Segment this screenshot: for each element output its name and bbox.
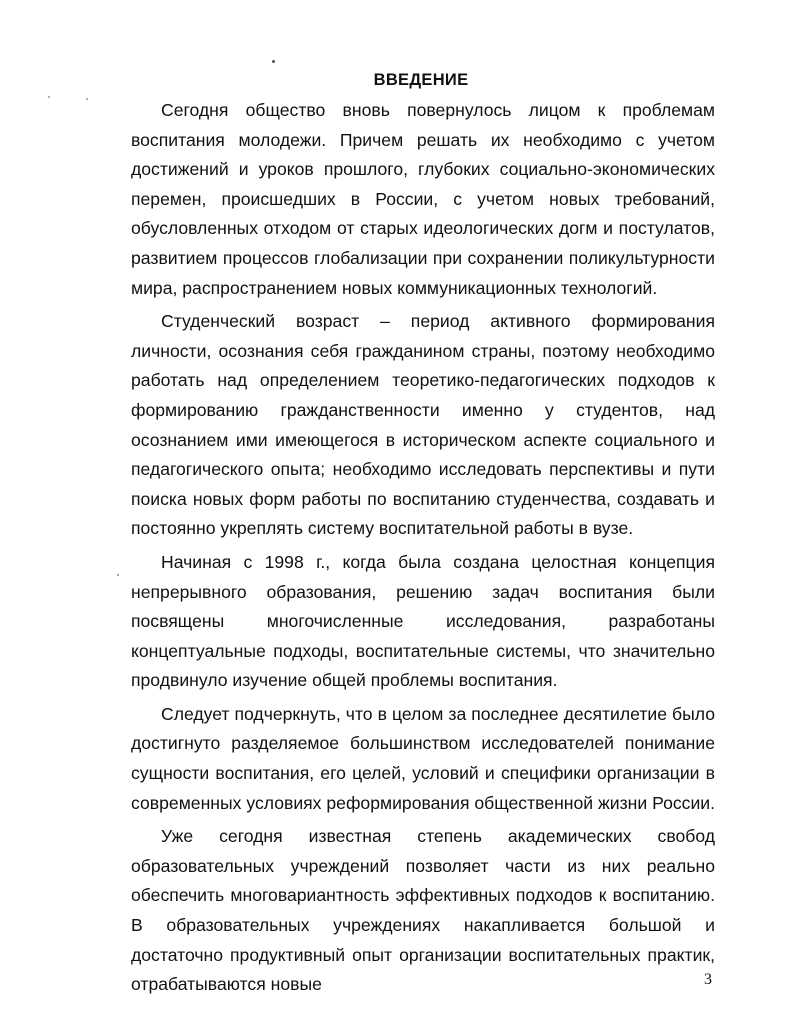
paragraph-5: Уже сегодня известная степень академических свобод образовательных учреждений позволяет части из них реально обеспечить многовариантность эффективных подходов к воспитанию. В образовательных учреждениях накапливается большой и достаточно продуктивный опыт организации воспитательных практик, отрабатываются новые (131, 826, 715, 995)
paragraph-3: Начиная с 1998 г., когда была создана целостная концепция непрерывного образования, решению задач воспитания были посвящены многочисленные исследования, разработаны концептуальные подходы, воспитательные системы, что значительно продвинуло изучение общей проблемы воспитания. (131, 551, 715, 691)
page-number: 3 (704, 971, 712, 988)
paragraph-4: Следует подчеркнуть, что в целом за последнее десятилетие было достигнуто разделяемое большинством исследователей понимание сущности воспитания, его целей, условий и специфики организации в современных условиях реформирования общественной жизни России. (131, 703, 715, 813)
scan-speck (86, 98, 88, 100)
paragraph-2: Студенческий возраст – период активного формирования личности, осознания себя гражданином страны, поэтому необходимо работать над определением теоретико-педагогических подходов к формированию гражданственности именно у студентов, над осознанием ими имеющегося в историческом аспекте социального и педагогического опыта; необходимо исследовать перспективы и пути поиска новых форм работы по воспитанию студенчества, создавать и постоянно укреплять систему воспитательной работы в вузе. (131, 311, 715, 539)
scan-speck (48, 96, 50, 98)
page-title: ВВЕДЕНИЕ (373, 71, 469, 89)
scan-speck (272, 60, 275, 63)
body-text (131, 96, 715, 1004)
paragraph-1: Сегодня общество вновь повернулось лицом к проблемам воспитания молодежи. Причем решать их необходимо с учетом достижений и уроков прошлого, глубоких социально-экономических перемен, происшедших в России, с учетом новых требований, обусловленных отходом от старых идеологических догм и постулатов, развитием процессов глобализации при сохранении поликультурности мира, распространением новых коммуникационных технологий. (131, 100, 715, 298)
scan-speck (117, 574, 119, 576)
